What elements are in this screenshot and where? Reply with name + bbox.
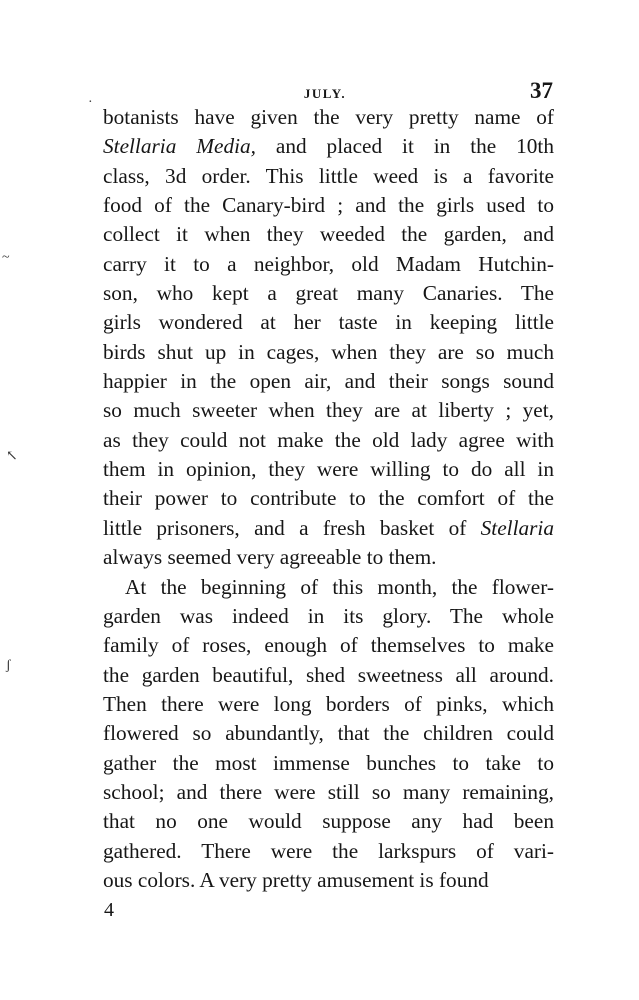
text-line [103, 396, 554, 425]
text-line [103, 132, 554, 161]
margin-speck: ʃ [6, 658, 11, 673]
running-head-title: JULY. [303, 86, 347, 101]
text-run: as they could not make the old lady agree with [103, 427, 554, 452]
text-line [103, 866, 554, 895]
text-line [103, 631, 554, 660]
signature-mark: 4 [104, 899, 114, 921]
margin-speck: · [88, 95, 93, 110]
text-line [103, 837, 554, 866]
text-line [103, 426, 554, 455]
text-run: botanists have given the very pretty name of [103, 105, 554, 129]
text-run: flowered so abundantly, that the children could [103, 721, 554, 746]
text-line [103, 338, 554, 367]
text-line [103, 279, 554, 308]
text-line [103, 543, 554, 572]
text-run: and placed it in the 10th [256, 134, 555, 159]
body-text [103, 103, 554, 895]
text-line [103, 367, 554, 396]
text-line [103, 484, 554, 513]
text-line [103, 778, 554, 807]
text-line [103, 573, 554, 602]
text-run: their power to contribute to the comfort of the [103, 486, 554, 511]
text-run: little prisoners, and a fresh basket of [103, 515, 481, 540]
text-line [103, 661, 554, 690]
text-line [103, 719, 554, 748]
text-run: gather the most immense bunches to take to [103, 750, 554, 775]
italic-text: Stellaria Media, [103, 134, 256, 159]
text-run: that no one would suppose any had been [103, 809, 554, 834]
text-run: them in opinion, they were willing to do all in [103, 457, 554, 482]
text-run: food of the Canary-bird ; and the girls used to [103, 193, 554, 218]
text-line [103, 602, 554, 631]
text-line [103, 807, 554, 836]
text-run: gathered. There were the larkspurs of vari- [103, 838, 554, 863]
text-run: happier in the open air, and their songs sound [103, 369, 554, 394]
text-run: school; and there were still so many remaining, [103, 779, 554, 804]
text-run: class, 3d order. This little weed is a favorite [103, 163, 554, 188]
text-line [103, 162, 554, 191]
text-run: girls wondered at her taste in keeping little [103, 310, 554, 335]
text-line [103, 514, 554, 543]
text-run: collect it when they weeded the garden, and [103, 222, 554, 247]
text-line [103, 308, 554, 337]
text-run: always seemed very agreeable to them. [103, 545, 437, 570]
text-line [103, 690, 554, 719]
margin-speck: ↖ [6, 449, 18, 464]
text-line [103, 103, 554, 132]
italic-text: Stellaria [480, 515, 554, 540]
page-number: 37 [530, 78, 553, 103]
text-line [103, 250, 554, 279]
text-run: so much sweeter when they are at liberty ; yet, [103, 398, 554, 423]
text-run: family of roses, enough of themselves to make [103, 633, 554, 658]
text-line [103, 191, 554, 220]
text-run: At the beginning of this month, the flower- [125, 574, 554, 599]
margin-speck: ~ [2, 250, 10, 265]
text-run: son, who kept a great many Canaries. The [103, 281, 554, 306]
text-run: the garden beautiful, shed sweetness all around. [103, 662, 554, 687]
text-run: garden was indeed in its glory. The whole [103, 603, 554, 628]
text-line [103, 749, 554, 778]
text-line [103, 455, 554, 484]
text-run: carry it to a neighbor, old Madam Hutchin- [103, 251, 554, 276]
text-run: birds shut up in cages, when they are so much [103, 339, 554, 364]
text-run: Then there were long borders of pinks, which [103, 691, 554, 716]
text-run: ous colors. A very pretty amusement is found [103, 867, 489, 892]
text-line [103, 220, 554, 249]
